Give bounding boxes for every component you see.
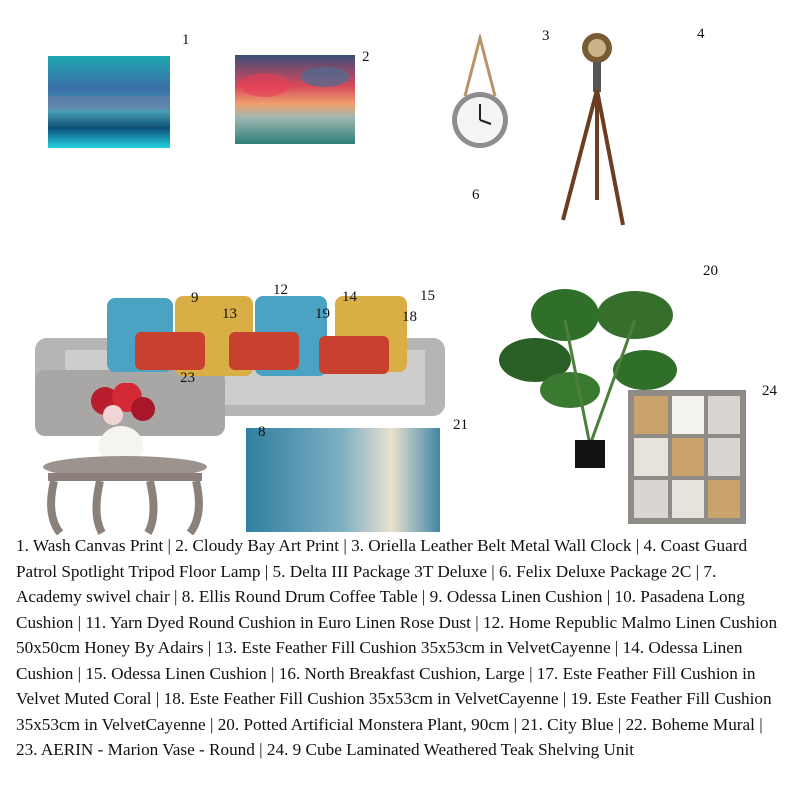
- label-13: 13: [222, 306, 237, 322]
- label-9: 9: [191, 290, 199, 306]
- label-14: 14: [342, 289, 357, 305]
- label-20: 20: [703, 263, 718, 279]
- cube-shelving-unit: [628, 390, 748, 526]
- cloudy-bay-art-print: [235, 55, 355, 144]
- label-12: 12: [273, 282, 288, 298]
- product-list-caption: 1. Wash Canvas Print | 2. Cloudy Bay Art Print | 3. Oriella Leather Belt Metal Wall Clock | 4. Coast Guard Patrol Spotlight Tripod Floor Lamp | 5. Delta III Package 3T Deluxe | 6. Felix Deluxe Package 2C | 7. Academy swivel chair | 8. Ellis Round Drum Coffee Table | 9. Odessa Linen Cushion | 10. Pasadena Long Cushion | 11. Yarn Dyed Round Cushion in Euro Linen Rose Dust | 12. Home Republic Malmo Linen Cushion 50x50cm Honey By Adairs | 13. Este Feather Fill Cushion 35x53cm in VelvetCayenne | 14. Odessa Linen Cushion | 15. Odessa Linen Cushion | 16. North Breakfast Cushion, Large | 17. Este Feather Fill Cushion in Velvet Muted Coral | 18. Este Feather Fill Cushion 35x53cm in VelvetCayenne | 19. Este Feather Fill Cushion 35x53cm in VelvetCayenne | 20. Potted Artificial Monstera Plant, 90cm | 21. City Blue | 22. Boheme Mural | 23. AERIN - Marion Vase - Round | 24. 9 Cube Laminated Weathered Teak Shelving Unit: [16, 536, 778, 759]
- label-2: 2: [362, 49, 370, 65]
- label-18: 18: [402, 309, 417, 325]
- label-4: 4: [697, 26, 705, 42]
- label-3: 3: [542, 28, 550, 44]
- label-21: 21: [453, 417, 468, 433]
- label-1: 1: [182, 32, 190, 48]
- label-19: 19: [315, 306, 330, 322]
- label-15: 15: [420, 288, 435, 304]
- coffee-table: [40, 455, 210, 535]
- label-8: 8: [258, 424, 266, 440]
- city-blue-rug: [246, 428, 440, 532]
- label-24: 24: [762, 383, 777, 399]
- wash-canvas-print: [48, 56, 170, 148]
- wall-clock: [445, 34, 515, 152]
- label-6: 6: [472, 187, 480, 203]
- tripod-floor-lamp: [555, 30, 635, 230]
- label-23: 23: [180, 370, 195, 386]
